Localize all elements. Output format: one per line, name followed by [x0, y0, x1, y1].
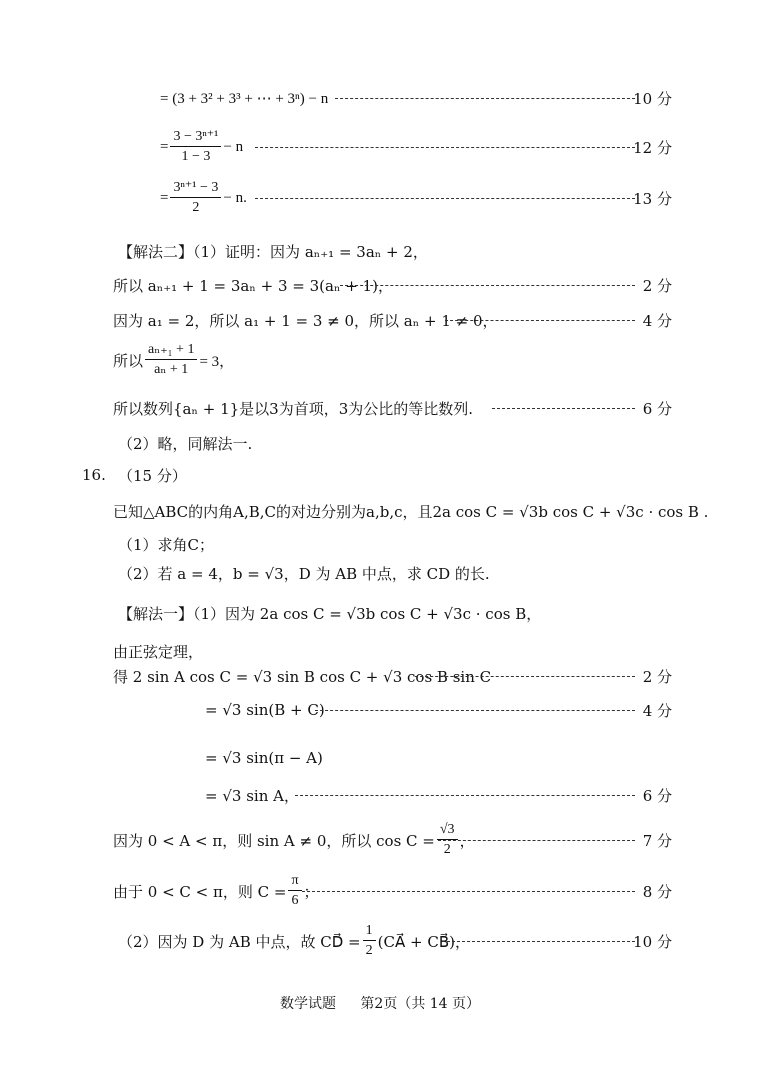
- dotted-leader: [340, 285, 635, 286]
- step-line-3: [0, 180, 760, 216]
- score-label: 8 分: [642, 882, 672, 901]
- fraction: $\frac{\text{3ⁿ⁺¹ − 3}}{2}$: [170, 181, 221, 215]
- dotted-leader: [492, 408, 635, 409]
- dotted-leader: [295, 795, 635, 796]
- score-label: 12 分: [633, 138, 672, 157]
- step-expression: [160, 89, 328, 108]
- m2-step-3: 所以 $\frac{\text{aₙ₊₁ + 1}}{\text{aₙ + 1}}$ = 3，: [113, 342, 235, 377]
- s1-step-7: （2）因为 D 为 AB 中点，故 CD⃗ = $\frac{1}{2}$ (CA⃗ + CB⃗)， 10 分: [118, 923, 672, 958]
- dotted-leader: [415, 676, 635, 677]
- m2-step-1: 所以 aₙ₊₁ + 1 = 3aₙ + 3 = 3(aₙ + 1)， 2 分: [113, 276, 672, 295]
- score-label: 6 分: [642, 786, 672, 805]
- score-label: 4 分: [642, 311, 672, 330]
- s1-step-5: 因为 0 < A < π，则 sin A ≠ 0，所以 cos C = $\frac{√3}{2}$ ， 7 分: [113, 822, 672, 857]
- s1-step-4: = √3 sin A， 6 分: [205, 786, 672, 805]
- question-16-statement: 已知△ABC的内角A,B,C的对边分别为a,b,c，且2a cos C = √3b cos C + √3c · cos B .: [113, 502, 709, 521]
- step-expression: = $\frac{\text{3 − 3ⁿ⁺¹}}{1 - 3}$ − n: [160, 129, 244, 164]
- s1-step-3: = √3 sin(π − A): [205, 749, 323, 767]
- fraction: $\frac{\pi}{6}$: [288, 874, 301, 908]
- dotted-leader: [302, 891, 635, 892]
- m2-step-5: （2）略，同解法一.: [118, 434, 253, 453]
- fraction: $\frac{√3}{2}$: [437, 823, 458, 857]
- step-line-1: [0, 83, 760, 113]
- dotted-leader: [315, 710, 635, 711]
- solution1-heading: 【解法一】（1）因为 2a cos C = √3b cos C + √3c · cos B，: [118, 604, 542, 623]
- dotted-leader: [438, 840, 635, 841]
- m2-step-2: 因为 a₁ = 2，所以 a₁ + 1 = 3 ≠ 0，所以 aₙ + 1 ≠ 0， 4 分: [113, 311, 672, 330]
- score-label: 2 分: [642, 667, 672, 686]
- dotted-leader: [442, 941, 635, 942]
- fraction: $\frac{\text{aₙ₊₁ + 1}}{\text{aₙ + 1}}$: [145, 343, 197, 377]
- dotted-leader: [335, 98, 635, 99]
- footer-page-number: 第2页（共 14 页）: [360, 996, 481, 1012]
- step-line-2: [0, 129, 760, 165]
- s1-step-2: = √3 sin(B + C) 4 分: [205, 701, 672, 720]
- question-16-header: [0, 460, 760, 490]
- step-expression: = $\frac{\text{3ⁿ⁺¹ − 3}}{2}$ − n.: [160, 180, 247, 215]
- score-label: 10 分: [633, 89, 672, 108]
- solution1-sine-rule: 由正弦定理，: [113, 642, 204, 661]
- method2-heading: 【解法二】（1）证明：因为 aₙ₊₁ = 3aₙ + 2，: [118, 242, 428, 261]
- score-label: 6 分: [642, 399, 672, 418]
- dotted-leader: [445, 320, 635, 321]
- question-16-part2: （2）若 a = 4，b = √3，D 为 AB 中点，求 CD 的长.: [118, 564, 490, 583]
- score-label: 10 分: [633, 932, 672, 951]
- dotted-leader: [255, 147, 635, 148]
- fraction: $\frac{\text{3 − 3ⁿ⁺¹}}{1 - 3}$: [170, 130, 221, 164]
- score-label: 2 分: [642, 276, 672, 295]
- question-16-part1: （1）求角C；: [118, 535, 215, 554]
- score-label: 4 分: [642, 701, 672, 720]
- score-label: 13 分: [633, 189, 672, 208]
- dotted-leader: [255, 198, 635, 199]
- fraction: $\frac{1}{2}$: [363, 924, 376, 958]
- page-footer: [0, 993, 760, 1013]
- m2-step-4: 所以数列{aₙ + 1}是以3为首项，3为公比的等比数列. 6 分: [113, 399, 672, 418]
- score-label: 7 分: [642, 831, 672, 850]
- s1-step-6: 由于 0 < C < π，则 C = $\frac{\pi}{6}$ ； 8 分: [113, 873, 672, 908]
- question-number: 16.: [82, 466, 106, 484]
- question-points: （15 分）: [118, 466, 187, 485]
- footer-subject: 数学试题: [279, 996, 336, 1012]
- s1-step-1: 得 2 sin A cos C = √3 sin B cos C + √3 cos B sin C 2 分: [113, 667, 672, 686]
- expr-text: = (3 + 3² + 3³ + ⋯ + 3ⁿ) − n: [160, 90, 329, 107]
